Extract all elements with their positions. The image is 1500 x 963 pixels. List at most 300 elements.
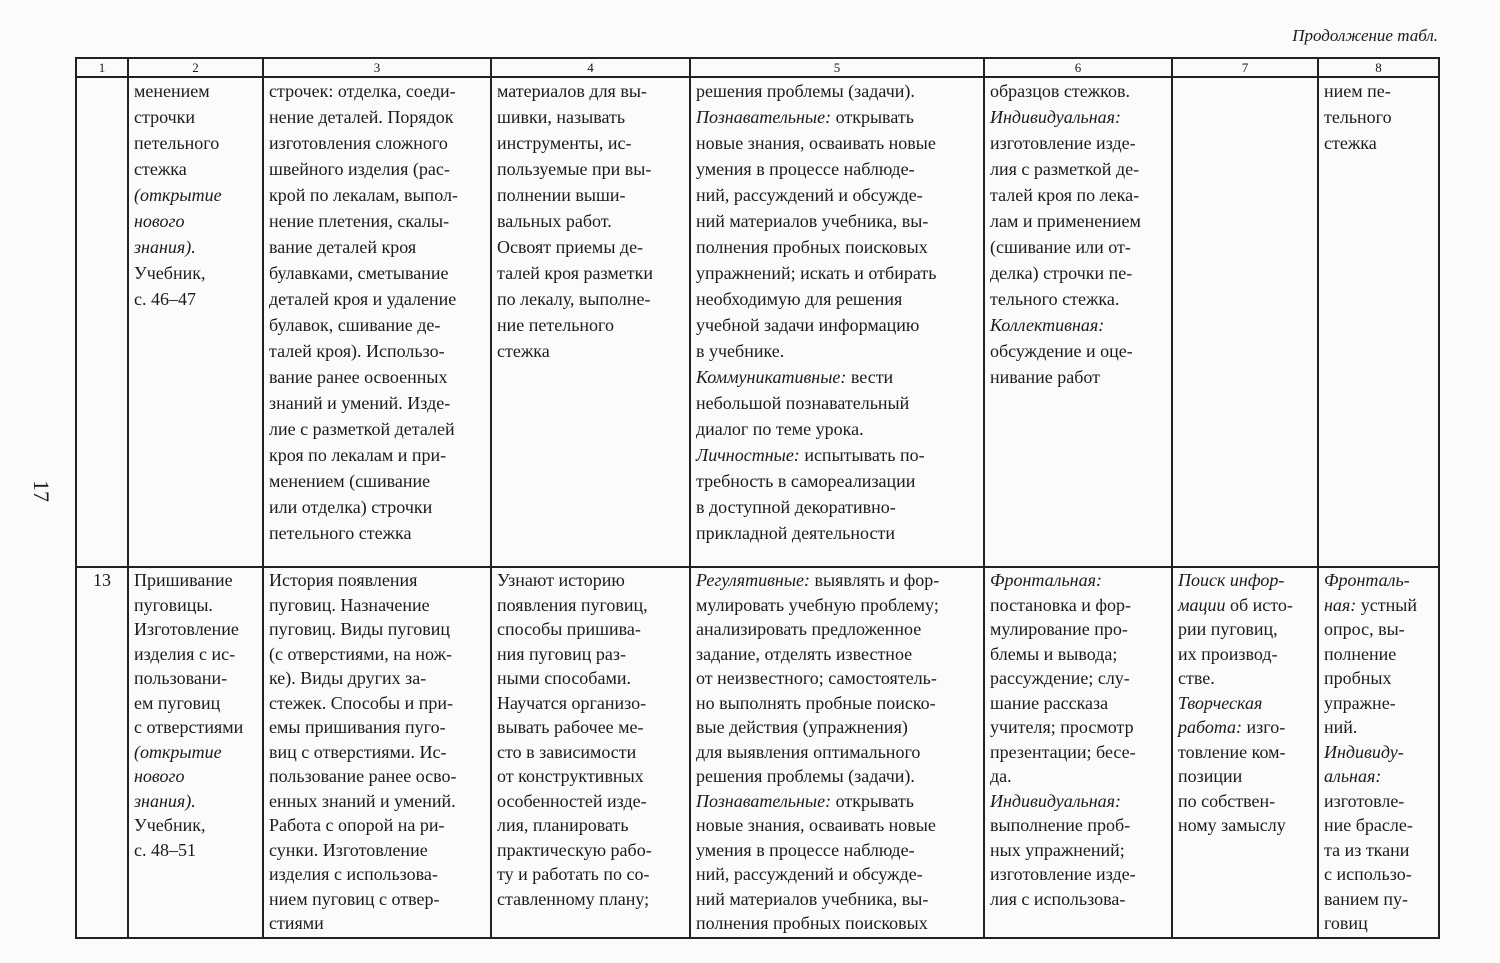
text-segment: или отделка) строчки bbox=[269, 497, 433, 517]
cell-text-line bbox=[1324, 593, 1433, 618]
cell-text-line bbox=[696, 312, 978, 338]
text-segment: пуговиц. Виды пуговиц bbox=[269, 619, 451, 639]
cell-text-line bbox=[134, 568, 257, 593]
cell-text-line bbox=[990, 666, 1166, 691]
text-segment: нием пе- bbox=[1324, 81, 1391, 101]
text-segment: прикладной деятельности bbox=[696, 523, 895, 543]
text-segment: инструменты, ис- bbox=[497, 133, 632, 153]
cell-text-line bbox=[497, 104, 684, 130]
text-segment: образцов стежков. bbox=[990, 81, 1131, 101]
cell-text-line bbox=[497, 642, 684, 667]
cell-text-line bbox=[269, 568, 485, 593]
text-segment: нение плетения, скалы- bbox=[269, 211, 450, 231]
text-segment: ния пуговиц раз- bbox=[497, 643, 626, 664]
text-segment: стежка bbox=[1324, 133, 1377, 153]
cell-text-line bbox=[1178, 666, 1312, 691]
cell-text-line bbox=[1324, 862, 1433, 887]
text-segment: Учебник, bbox=[134, 263, 206, 283]
cell-text-line bbox=[134, 666, 257, 691]
cell-text-line bbox=[134, 813, 257, 838]
header-cell: 2 bbox=[128, 58, 263, 77]
cell-text-line bbox=[696, 691, 978, 716]
cell-text-line bbox=[696, 789, 978, 814]
cell-subject-results bbox=[491, 77, 690, 567]
cell-text-line bbox=[990, 78, 1166, 104]
cell-text-line bbox=[1178, 813, 1312, 838]
text-segment: енных знаний и умений. bbox=[269, 790, 456, 811]
cell-text-line bbox=[990, 286, 1166, 312]
text-segment: тельного bbox=[1324, 107, 1392, 127]
text-segment: нивание работ bbox=[990, 367, 1101, 387]
text-segment: полнения пробных поисковых bbox=[696, 237, 928, 257]
cell-text-line bbox=[696, 813, 978, 838]
cell-text-line bbox=[1178, 691, 1312, 716]
text-segment: ние петельного bbox=[497, 315, 614, 335]
header-cell: 8 bbox=[1318, 58, 1439, 77]
cell-text-line bbox=[269, 789, 485, 814]
text-segment: с отверстиями bbox=[134, 717, 244, 737]
italic-text: альная: bbox=[1324, 766, 1382, 786]
text-segment: по лекалу, выполне- bbox=[497, 289, 651, 309]
text-segment: учителя; просмотр bbox=[990, 717, 1134, 737]
text-segment: от конструктивных bbox=[497, 766, 644, 786]
text-segment: презентации; бесе- bbox=[990, 741, 1136, 762]
cell-text-line bbox=[1324, 104, 1433, 130]
text-segment: (с отверстиями, на нож- bbox=[269, 643, 453, 664]
italic-text: Творческая bbox=[1178, 692, 1263, 713]
text-segment: вание ранее освоенных bbox=[269, 367, 448, 387]
text-segment: ному замыслу bbox=[1178, 815, 1286, 835]
italic-text: мации bbox=[1178, 594, 1226, 615]
header-cell: 7 bbox=[1172, 58, 1318, 77]
text-segment: появления пуговиц, bbox=[497, 594, 648, 615]
cell-text-line bbox=[696, 764, 978, 789]
text-segment: анализировать предложенное bbox=[696, 619, 922, 639]
text-segment: новые знания, осваивать новые bbox=[696, 133, 936, 153]
text-segment: ставленному плану; bbox=[497, 888, 650, 909]
text-segment: рассуждение; слу- bbox=[990, 668, 1130, 688]
text-segment: новые знания, осваивать новые bbox=[696, 815, 936, 835]
cell-text-line bbox=[1178, 593, 1312, 618]
italic-text: Поиск инфор- bbox=[1178, 570, 1285, 590]
text-segment: для выявления оптимального bbox=[696, 741, 921, 762]
cell-text-line bbox=[269, 764, 485, 789]
cell-text-line bbox=[990, 234, 1166, 260]
cell-text-line bbox=[696, 568, 978, 593]
cell-text-line bbox=[497, 617, 684, 642]
cell-text-line bbox=[1178, 715, 1312, 740]
cell-text-line bbox=[696, 130, 978, 156]
text-segment: лия с разметкой де- bbox=[990, 159, 1140, 179]
cell-text-line bbox=[134, 78, 257, 104]
text-segment: но выполнять пробные поиско- bbox=[696, 692, 936, 713]
cell-text-line bbox=[696, 364, 978, 390]
cell-text-line bbox=[497, 838, 684, 863]
header-cell: 5 bbox=[690, 58, 984, 77]
cell-uud bbox=[690, 567, 984, 938]
text-segment: менением (сшивание bbox=[269, 471, 431, 491]
cell-text-line bbox=[269, 813, 485, 838]
header-cell: 3 bbox=[263, 58, 491, 77]
cell-text-line bbox=[696, 234, 978, 260]
text-segment: шивки, называть bbox=[497, 107, 626, 127]
cell-text-line bbox=[497, 78, 684, 104]
cell-text-line bbox=[990, 789, 1166, 814]
cell-uud bbox=[690, 77, 984, 567]
text-segment: ний, рассуждений и обсужде- bbox=[696, 185, 923, 205]
cell-text-line bbox=[1324, 764, 1433, 789]
text-segment: решения проблемы (задачи). bbox=[696, 81, 915, 101]
cell-text-line bbox=[134, 208, 257, 234]
cell-text-line bbox=[696, 208, 978, 234]
cell-text-line bbox=[269, 642, 485, 667]
cell-text-line bbox=[990, 182, 1166, 208]
text-segment: Работа с опорой на ри- bbox=[269, 815, 445, 835]
cell-text-line bbox=[696, 593, 978, 618]
header-cell: 1 bbox=[76, 58, 128, 77]
cell-text-line bbox=[269, 691, 485, 716]
text-segment: их производ- bbox=[1178, 643, 1278, 664]
cell-text-line bbox=[269, 838, 485, 863]
page-number: 17 bbox=[29, 480, 54, 502]
cell-text-line bbox=[269, 104, 485, 130]
text-segment: решения проблемы (задачи). bbox=[696, 766, 915, 786]
text-segment: Учебник, bbox=[134, 815, 206, 835]
italic-text: Фронтальная: bbox=[990, 570, 1102, 590]
text-segment: ными способами. bbox=[497, 668, 631, 688]
cell-text-line bbox=[269, 208, 485, 234]
text-segment: пользовани- bbox=[134, 668, 228, 688]
cell-text-line bbox=[696, 666, 978, 691]
cell-text-line bbox=[1324, 838, 1433, 863]
cell-control bbox=[1318, 567, 1439, 938]
cell-project-activity bbox=[1172, 77, 1318, 567]
cell-text-line bbox=[269, 286, 485, 312]
cell-text-line bbox=[134, 789, 257, 814]
cell-content bbox=[263, 77, 491, 567]
cell-text-line bbox=[497, 789, 684, 814]
cell-text-line bbox=[1324, 568, 1433, 593]
text-segment: полнение bbox=[1324, 643, 1397, 664]
cell-text-line bbox=[269, 740, 485, 765]
cell-project-activity bbox=[1172, 567, 1318, 938]
italic-text: знания). bbox=[134, 237, 196, 257]
text-segment: открывать bbox=[831, 790, 914, 811]
cell-text-line bbox=[134, 182, 257, 208]
cell-text-line bbox=[269, 130, 485, 156]
text-segment: изготовле- bbox=[1324, 790, 1405, 811]
text-segment: обсуждение и оце- bbox=[990, 341, 1133, 361]
text-segment: та из ткани bbox=[1324, 839, 1410, 860]
cell-text-line bbox=[696, 911, 978, 936]
cell-text-line bbox=[497, 568, 684, 593]
cell-text-line bbox=[269, 617, 485, 642]
cell-text-line bbox=[1324, 911, 1433, 936]
text-segment: об исто- bbox=[1225, 594, 1293, 615]
cell-text-line bbox=[269, 715, 485, 740]
text-segment: Узнают историю bbox=[497, 570, 625, 590]
italic-text: работа: bbox=[1178, 717, 1243, 737]
cell-text-line bbox=[82, 568, 122, 593]
text-segment: небольшой познавательный bbox=[696, 393, 910, 413]
text-segment: необходимую для решения bbox=[696, 289, 903, 309]
cell-text-line bbox=[497, 715, 684, 740]
text-segment: ние брасле- bbox=[1324, 815, 1413, 835]
cell-text-line bbox=[696, 156, 978, 182]
cell-text-line bbox=[497, 593, 684, 618]
text-segment: изделия с ис- bbox=[134, 643, 236, 664]
text-segment: лия с использова- bbox=[990, 888, 1126, 909]
italic-text: Регулятивные: bbox=[696, 570, 810, 590]
cell-text-line bbox=[696, 78, 978, 104]
text-segment: крой по лекалам, выпол- bbox=[269, 185, 458, 205]
text-segment: менением bbox=[134, 81, 210, 101]
cell-text-line bbox=[1178, 764, 1312, 789]
cell-text-line bbox=[696, 494, 978, 520]
table-header-row bbox=[76, 58, 1439, 77]
text-segment: с. 48–51 bbox=[134, 839, 196, 860]
cell-text-line bbox=[497, 862, 684, 887]
cell-text-line bbox=[696, 642, 978, 667]
text-segment: лам и применением bbox=[990, 211, 1141, 231]
text-segment: стежек. Способы и при- bbox=[269, 692, 453, 713]
cell-text-line bbox=[990, 312, 1166, 338]
cell-text-line bbox=[497, 130, 684, 156]
text-segment: лие с разметкой деталей bbox=[269, 419, 455, 439]
cell-text-line bbox=[990, 715, 1166, 740]
text-segment: Научатся организо- bbox=[497, 692, 647, 713]
text-segment: позиции bbox=[1178, 766, 1243, 786]
text-segment: с использо- bbox=[1324, 864, 1412, 884]
text-segment: виц с отверстиями. Ис- bbox=[269, 741, 447, 762]
cell-text-line bbox=[497, 691, 684, 716]
text-segment: ний материалов учебника, вы- bbox=[696, 211, 929, 231]
italic-text: Индивидуальная: bbox=[990, 107, 1122, 127]
cell-text-line bbox=[497, 338, 684, 364]
cell-text-line bbox=[990, 156, 1166, 182]
cell-text-line bbox=[269, 260, 485, 286]
text-segment: задание, отделять известное bbox=[696, 643, 913, 664]
cell-text-line bbox=[497, 764, 684, 789]
text-segment: стиями bbox=[269, 913, 324, 933]
text-segment: изготовление изде- bbox=[990, 864, 1136, 884]
cell-text-line bbox=[134, 715, 257, 740]
cell-text-line bbox=[696, 740, 978, 765]
text-segment: изделия с использова- bbox=[269, 864, 438, 884]
italic-text: Коллективная: bbox=[990, 315, 1105, 335]
cell-text-line bbox=[134, 234, 257, 260]
text-segment: ний материалов учебника, вы- bbox=[696, 888, 929, 909]
cell-text-line bbox=[134, 130, 257, 156]
cell-text-line bbox=[269, 156, 485, 182]
text-segment: швейного изделия (рас- bbox=[269, 159, 450, 179]
cell-text-line bbox=[134, 593, 257, 618]
text-segment: (сшивание или от- bbox=[990, 237, 1131, 257]
cell-text-line bbox=[269, 911, 485, 936]
text-segment: вывать рабочее ме- bbox=[497, 717, 644, 737]
text-segment: талей кроя разметки bbox=[497, 263, 653, 283]
text-segment: учебной задачи информацию bbox=[696, 315, 920, 335]
text-segment: пуговицы. bbox=[134, 594, 213, 615]
cell-text-line bbox=[269, 364, 485, 390]
cell-text-line bbox=[497, 286, 684, 312]
text-segment: знаний и умений. Изде- bbox=[269, 393, 451, 413]
cell-text-line bbox=[990, 764, 1166, 789]
header-cell: 4 bbox=[491, 58, 690, 77]
cell-text-line bbox=[990, 813, 1166, 838]
cell-text-line bbox=[269, 887, 485, 912]
text-segment: полнении выши- bbox=[497, 185, 626, 205]
text-segment: полнения пробных поисковых bbox=[696, 913, 928, 933]
cell-text-line bbox=[497, 887, 684, 912]
text-segment: стежка bbox=[134, 159, 187, 179]
text-segment: с. 46–47 bbox=[134, 289, 196, 309]
text-segment: постановка и фор- bbox=[990, 594, 1132, 615]
cell-text-line bbox=[497, 234, 684, 260]
text-segment: петельного bbox=[134, 133, 220, 153]
italic-text: ная: bbox=[1324, 594, 1357, 615]
text-segment: ке). Виды других за- bbox=[269, 668, 427, 688]
cell-text-line bbox=[990, 593, 1166, 618]
italic-text: Личностные: bbox=[696, 445, 800, 465]
text-segment: в доступной декоративно- bbox=[696, 497, 896, 517]
cell-text-line bbox=[990, 568, 1166, 593]
cell-text-line bbox=[269, 182, 485, 208]
cell-text-line bbox=[696, 617, 978, 642]
cell-text-line bbox=[269, 78, 485, 104]
cell-text-line bbox=[269, 862, 485, 887]
text-segment: пробных bbox=[1324, 668, 1392, 688]
text-segment: устный bbox=[1356, 594, 1418, 615]
cell-text-line bbox=[269, 468, 485, 494]
cell-text-line bbox=[1324, 130, 1433, 156]
text-segment: мулирование про- bbox=[990, 619, 1128, 639]
text-segment: по собствен- bbox=[1178, 790, 1276, 811]
cell-text-line bbox=[990, 862, 1166, 887]
text-segment: История появления bbox=[269, 570, 418, 590]
cell-text-line bbox=[696, 838, 978, 863]
text-segment: сунки. Изготовление bbox=[269, 839, 428, 860]
cell-text-line bbox=[269, 494, 485, 520]
text-segment: изготовление изде- bbox=[990, 133, 1136, 153]
text-segment: умения в процессе наблюде- bbox=[696, 839, 915, 860]
text-segment: упражне- bbox=[1324, 692, 1396, 713]
cell-text-line bbox=[134, 104, 257, 130]
table-row-lesson-13 bbox=[76, 567, 1439, 938]
cell-activity-forms bbox=[984, 77, 1172, 567]
text-segment: вальных работ. bbox=[497, 211, 612, 231]
cell-text-line bbox=[134, 286, 257, 312]
text-segment: товление ком- bbox=[1178, 741, 1286, 762]
italic-text: (открытие bbox=[134, 741, 222, 762]
text-segment: стве. bbox=[1178, 668, 1215, 688]
text-segment: сто в зависимости bbox=[497, 741, 637, 762]
italic-text: Коммуникативные: bbox=[696, 367, 847, 387]
italic-text: Познавательные: bbox=[696, 107, 832, 127]
cell-text-line bbox=[269, 234, 485, 260]
text-segment: пуговиц. Назначение bbox=[269, 594, 430, 615]
cell-text-line bbox=[269, 442, 485, 468]
cell-text-line bbox=[1324, 813, 1433, 838]
cell-text-line bbox=[1324, 642, 1433, 667]
text-segment: особенностей изде- bbox=[497, 790, 647, 811]
text-segment: Изготовление bbox=[134, 619, 239, 639]
cell-text-line bbox=[134, 642, 257, 667]
cell-text-line bbox=[990, 130, 1166, 156]
text-segment: деталей кроя и удаление bbox=[269, 289, 457, 309]
cell-text-line bbox=[990, 338, 1166, 364]
cell-text-line bbox=[696, 390, 978, 416]
text-segment: талей кроя по лека- bbox=[990, 185, 1140, 205]
cell-text-line bbox=[696, 416, 978, 442]
cell-text-line bbox=[696, 887, 978, 912]
text-segment: опрос, вы- bbox=[1324, 619, 1405, 639]
text-segment: ем пуговиц bbox=[134, 692, 221, 713]
text-segment: булавок, сшивание де- bbox=[269, 315, 441, 335]
italic-text: Индивидуальная: bbox=[990, 790, 1122, 811]
text-segment: испытывать по- bbox=[799, 445, 925, 465]
cell-activity-forms bbox=[984, 567, 1172, 938]
text-segment: емы пришивания пуго- bbox=[269, 717, 446, 737]
text-segment: открывать bbox=[831, 107, 914, 127]
text-segment: петельного стежка bbox=[269, 523, 412, 543]
cell-text-line bbox=[990, 642, 1166, 667]
italic-text: нового bbox=[134, 766, 185, 786]
cell-text-line bbox=[269, 593, 485, 618]
cell-text-line bbox=[497, 740, 684, 765]
text-segment: талей кроя). Использо- bbox=[269, 341, 445, 361]
cell-text-line bbox=[497, 813, 684, 838]
header-cell: 6 bbox=[984, 58, 1172, 77]
cell-text-line bbox=[990, 208, 1166, 234]
text-segment: нием пуговиц с отвер- bbox=[269, 888, 440, 909]
text-segment: нение деталей. Порядок bbox=[269, 107, 454, 127]
cell-text-line bbox=[497, 666, 684, 691]
cell-text-line bbox=[497, 312, 684, 338]
text-segment: Освоят приемы де- bbox=[497, 237, 644, 257]
cell-text-line bbox=[1324, 789, 1433, 814]
cell-subject-results bbox=[491, 567, 690, 938]
cell-text-line bbox=[134, 764, 257, 789]
cell-text-line bbox=[990, 887, 1166, 912]
text-segment: пользуемые при вы- bbox=[497, 159, 652, 179]
text-segment: рии пуговиц, bbox=[1178, 619, 1278, 639]
cell-text-line bbox=[1324, 887, 1433, 912]
cell-text-line bbox=[990, 104, 1166, 130]
cell-text-line bbox=[134, 617, 257, 642]
text-segment: блемы и вывода; bbox=[990, 643, 1118, 664]
table-continuation-caption: Продолжение табл. bbox=[1292, 26, 1438, 45]
cell-text-line bbox=[134, 838, 257, 863]
cell-text-line bbox=[696, 286, 978, 312]
cell-text-line bbox=[1178, 789, 1312, 814]
cell-text-line bbox=[497, 182, 684, 208]
cell-text-line bbox=[990, 691, 1166, 716]
text-segment: упражнений; искать и отбирать bbox=[696, 263, 937, 283]
text-segment: материалов для вы- bbox=[497, 81, 647, 101]
text-segment: стежка bbox=[497, 341, 550, 361]
cell-text-line bbox=[134, 156, 257, 182]
cell-text-line bbox=[1324, 715, 1433, 740]
cell-text-line bbox=[269, 312, 485, 338]
text-segment: говиц bbox=[1324, 913, 1368, 933]
cell-text-line bbox=[696, 182, 978, 208]
text-segment: изго- bbox=[1242, 717, 1286, 737]
cell-text-line bbox=[134, 740, 257, 765]
text-segment: диалог по теме урока. bbox=[696, 419, 864, 439]
cell-text-line bbox=[1178, 740, 1312, 765]
text-segment: ванием пу- bbox=[1324, 888, 1409, 909]
